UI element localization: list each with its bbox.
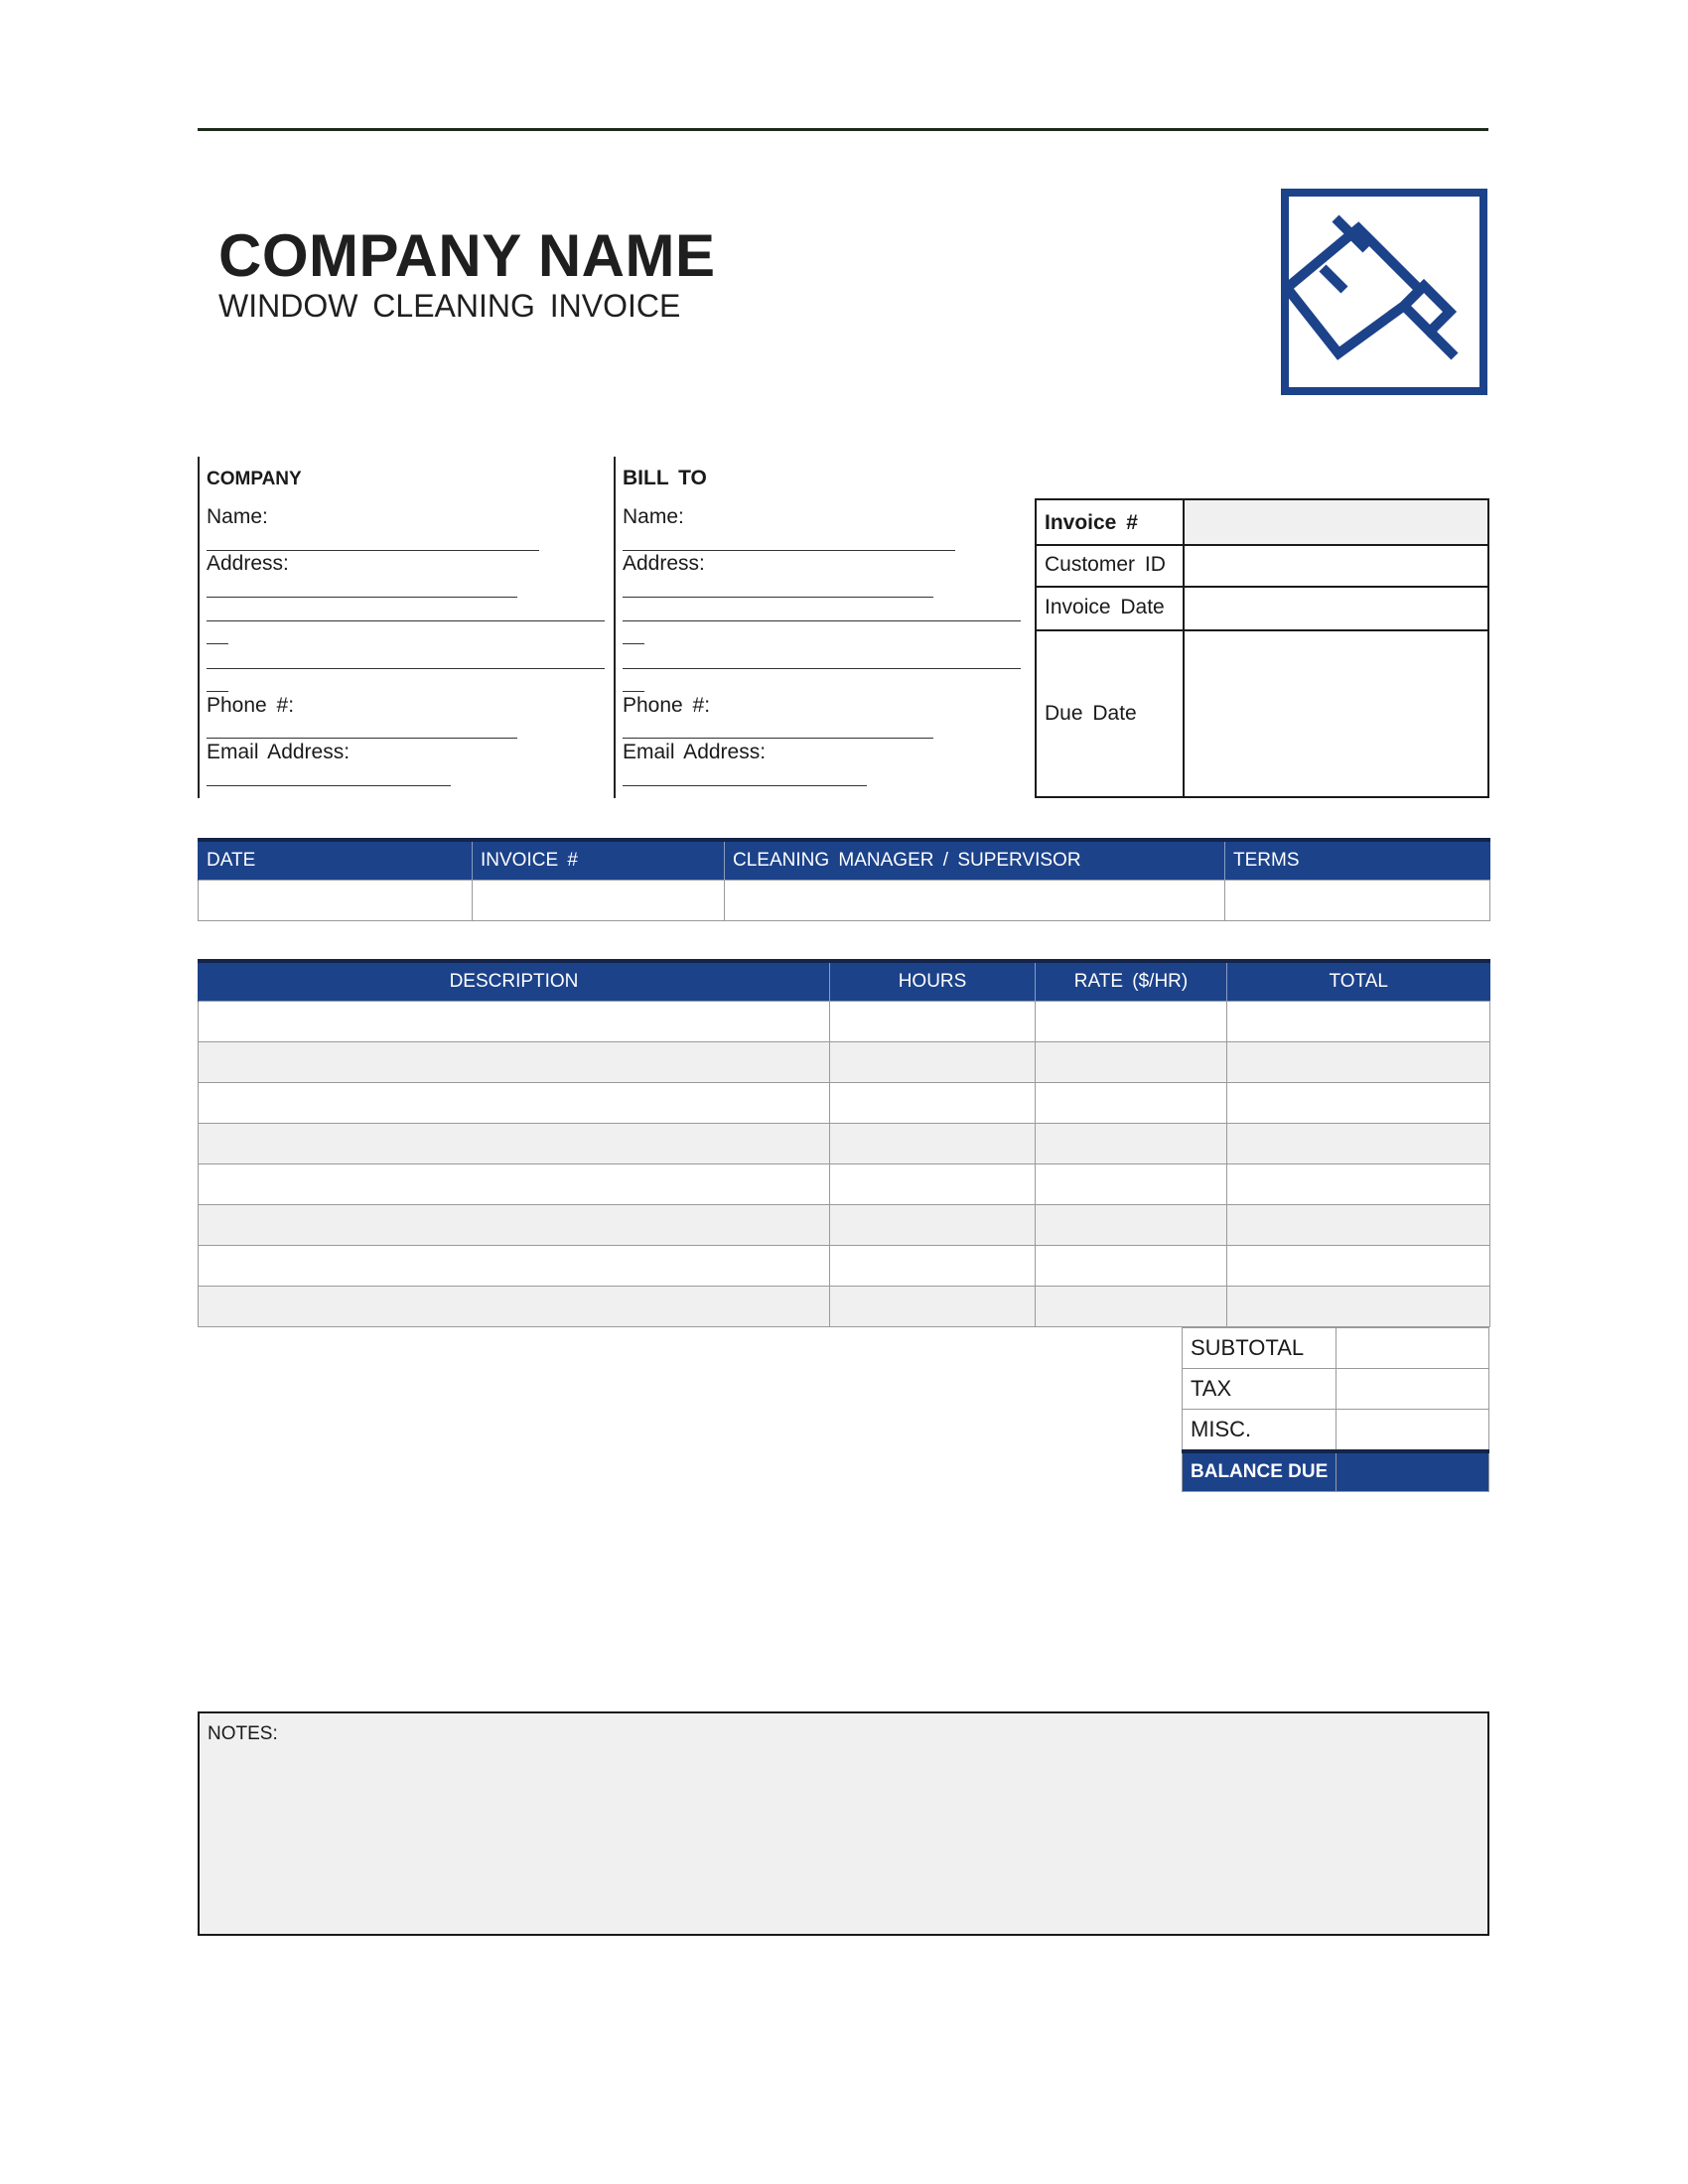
misc-label: MISC.	[1183, 1410, 1336, 1452]
company-name-field[interactable]	[207, 550, 539, 551]
bill-to-address-line-5[interactable]	[623, 691, 644, 692]
info-box-divider	[1183, 500, 1185, 796]
bill-to-address-line-3[interactable]	[623, 643, 644, 644]
cleaning-manager-cell[interactable]	[725, 881, 1225, 921]
company-address-line-2[interactable]	[207, 620, 605, 621]
description-cell[interactable]	[199, 1205, 830, 1246]
bill-to-heading: BILL TO	[623, 467, 707, 489]
bill-to-phone-field[interactable]	[623, 738, 933, 739]
hours-cell[interactable]	[830, 1002, 1036, 1042]
customer-id-row	[1037, 546, 1487, 588]
invoice-subtitle: WINDOW CLEANING INVOICE	[218, 288, 681, 324]
table-row	[199, 1205, 1490, 1246]
invoice-date-label: Invoice Date	[1045, 596, 1165, 618]
due-date-label: Due Date	[1045, 702, 1137, 725]
rate-cell[interactable]	[1036, 1246, 1227, 1287]
table-row	[199, 1124, 1490, 1164]
bill-to-email-label: Email Address:	[623, 741, 767, 763]
bill-to-address-line-4[interactable]	[623, 668, 1021, 669]
customer-id-label: Customer ID	[1045, 553, 1166, 576]
bill-to-name-field[interactable]	[623, 550, 955, 551]
bill-to-name-label: Name:	[623, 505, 684, 528]
company-address-line-4[interactable]	[207, 668, 605, 669]
hours-cell[interactable]	[830, 1083, 1036, 1124]
total-cell[interactable]	[1227, 1002, 1490, 1042]
col-terms: TERMS	[1225, 840, 1490, 881]
total-cell[interactable]	[1227, 1246, 1490, 1287]
invoice-number-cell[interactable]	[473, 881, 725, 921]
company-address-line-3[interactable]	[207, 643, 228, 644]
table-row	[199, 1246, 1490, 1287]
col-cleaning-manager: CLEANING MANAGER / SUPERVISOR	[725, 840, 1225, 881]
hours-cell[interactable]	[830, 1205, 1036, 1246]
company-address-label: Address:	[207, 552, 289, 575]
rate-cell[interactable]	[1036, 1083, 1227, 1124]
bill-to-email-field[interactable]	[623, 785, 867, 786]
total-cell[interactable]	[1227, 1124, 1490, 1164]
window-squeegee-icon	[1281, 189, 1487, 395]
company-email-label: Email Address:	[207, 741, 351, 763]
total-cell[interactable]	[1227, 1164, 1490, 1205]
table-row	[199, 1083, 1490, 1124]
table-row	[199, 1002, 1490, 1042]
table-row	[199, 1287, 1490, 1327]
total-cell[interactable]	[1227, 1083, 1490, 1124]
col-total: TOTAL	[1227, 961, 1490, 1002]
tax-label: TAX	[1183, 1369, 1336, 1410]
date-cell[interactable]	[199, 881, 473, 921]
col-hours: HOURS	[830, 961, 1036, 1002]
description-cell[interactable]	[199, 1246, 830, 1287]
company-name-label: Name:	[207, 505, 268, 528]
total-cell[interactable]	[1227, 1287, 1490, 1327]
company-email-field[interactable]	[207, 785, 451, 786]
rate-cell[interactable]	[1036, 1042, 1227, 1083]
company-block-divider	[198, 457, 200, 798]
col-rate: RATE ($/HR)	[1036, 961, 1227, 1002]
notes-label: NOTES:	[208, 1723, 278, 1744]
balance-due-value[interactable]	[1336, 1451, 1489, 1492]
col-date: DATE	[199, 840, 473, 881]
company-name: COMPANY NAME	[218, 222, 716, 289]
invoice-info-box	[1035, 498, 1489, 798]
col-invoice-number: INVOICE #	[473, 840, 725, 881]
col-description: DESCRIPTION	[199, 961, 830, 1002]
notes-box[interactable]	[198, 1711, 1489, 1936]
hours-cell[interactable]	[830, 1246, 1036, 1287]
rate-cell[interactable]	[1036, 1205, 1227, 1246]
company-address-line-1[interactable]	[207, 597, 517, 598]
hours-cell[interactable]	[830, 1124, 1036, 1164]
rate-cell[interactable]	[1036, 1002, 1227, 1042]
description-cell[interactable]	[199, 1287, 830, 1327]
invoice-number-row	[1037, 500, 1487, 546]
description-cell[interactable]	[199, 1124, 830, 1164]
hours-cell[interactable]	[830, 1287, 1036, 1327]
bill-to-address-line-2[interactable]	[623, 620, 1021, 621]
bill-to-phone-label: Phone #:	[623, 694, 711, 717]
misc-value[interactable]	[1336, 1410, 1489, 1452]
items-table	[198, 959, 1490, 1327]
summary-table	[198, 838, 1490, 921]
tax-value[interactable]	[1336, 1369, 1489, 1410]
company-heading: COMPANY	[207, 469, 302, 489]
rate-cell[interactable]	[1036, 1287, 1227, 1327]
rate-cell[interactable]	[1036, 1124, 1227, 1164]
hours-cell[interactable]	[830, 1042, 1036, 1083]
bill-to-address-label: Address:	[623, 552, 705, 575]
description-cell[interactable]	[199, 1164, 830, 1205]
company-address-line-5[interactable]	[207, 691, 228, 692]
total-cell[interactable]	[1227, 1205, 1490, 1246]
hours-cell[interactable]	[830, 1164, 1036, 1205]
description-cell[interactable]	[199, 1002, 830, 1042]
description-cell[interactable]	[199, 1042, 830, 1083]
rate-cell[interactable]	[1036, 1164, 1227, 1205]
company-phone-field[interactable]	[207, 738, 517, 739]
balance-due-label: BALANCE DUE	[1183, 1451, 1336, 1492]
bill-to-block-divider	[614, 457, 616, 798]
subtotal-value[interactable]	[1336, 1328, 1489, 1369]
bill-to-address-line-1[interactable]	[623, 597, 933, 598]
description-cell[interactable]	[199, 1083, 830, 1124]
subtotal-label: SUBTOTAL	[1183, 1328, 1336, 1369]
header-rule	[198, 128, 1488, 131]
total-cell[interactable]	[1227, 1042, 1490, 1083]
invoice-number-label: Invoice #	[1045, 511, 1138, 534]
terms-cell[interactable]	[1225, 881, 1490, 921]
table-row	[199, 1042, 1490, 1083]
invoice-date-row	[1037, 588, 1487, 631]
totals-table	[1182, 1327, 1489, 1492]
company-phone-label: Phone #:	[207, 694, 295, 717]
table-row	[199, 1164, 1490, 1205]
